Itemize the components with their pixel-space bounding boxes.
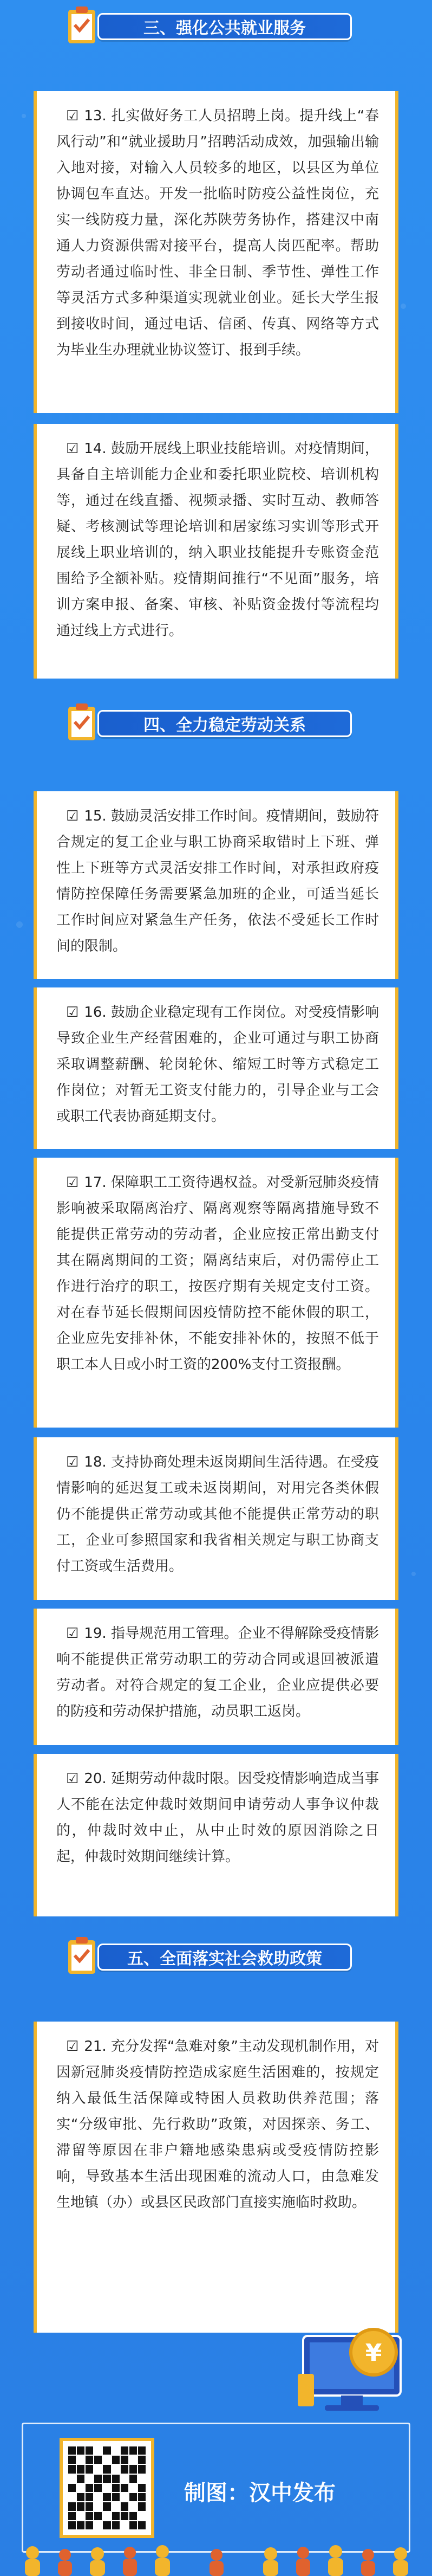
checkbox-icon: ☑ — [66, 1454, 79, 1470]
item-text: 14. 鼓励开展线上职业技能培训。对疫情期间，具备自主培训能力企业和委托职业院校、培训机构等，通过在线直播、视频录播、实时互动、教师答疑、考核测试等理论培训和居家练习实训等形式开展线上职业培训的，纳入职业技能提升专账资金范围给予全额补贴。疫情期间推行“不见面”服务，培训方案申报、备案、审核、补贴资金拨付等流程均通过线上方式进行。 — [56, 441, 379, 639]
sparkle-decoration — [16, 921, 23, 928]
sparkle-decoration — [401, 304, 406, 309]
policy-item-15 — [34, 791, 398, 979]
item-text: 13. 扎实做好务工人员招聘上岗。提升线上“春风行动”和“就业援助月”招聘活动成效，加强输出输入地对接，对输入人员较多的地区，以县区为单位协调包车直达。开发一批临时防疫公益性岗位，充实一线防疫力量，深化苏陕劳务协作，搭建汉中南通人力资源供需对接平台，提高人岗匹配率。帮助劳动者通过临时性、非全日制、季节性、弹性工作等灵活方式多种渠道实现就业创业。延长大学生报到接收时间，通过电话、信函、传真、网络等方式为毕业生办理就业协议签订、报到手续。 — [56, 108, 379, 358]
checkbox-icon: ☑ — [66, 808, 79, 824]
policy-item-20 — [34, 1754, 398, 1916]
section-header-3 — [65, 5, 368, 46]
clipboard-icon — [65, 1936, 99, 1976]
policy-item-13 — [34, 91, 398, 413]
policy-item-21 — [34, 2022, 398, 2333]
section-title: 五、全面落实社会救助政策 — [97, 1944, 352, 1971]
credit-text: 制图：汉中发布 — [184, 2481, 336, 2506]
policy-item-19 — [34, 1609, 398, 1745]
sparkle-decoration — [411, 1572, 416, 1576]
qr-code[interactable] — [60, 2438, 154, 2538]
item-text: 20. 延期劳动仲裁时限。因受疫情影响造成当事人不能在法定仲裁时效期间申请劳动人事争议仲裁的，仲裁时效中止，从中止时效的原因消除之日起，仲裁时效期间继续计算。 — [56, 1771, 379, 1865]
sparkle-decoration — [22, 114, 26, 118]
section-header-4 — [65, 702, 368, 743]
item-text: 21. 充分发挥“急难对象”主动发现机制作用，对因新冠肺炎疫情防控造成家庭生活困难的，按规定纳入最低生活保障或特困人员救助供养范围；落实“分级审批、先行救助”政策，对因探亲、务工、滞留等原因在非户籍地感染患病或受疫情防控影响，导致基本生活出现困难的流动人口，由急难发生地镇（办）或县区民政部门直接实施临时救助。 — [56, 2038, 379, 2211]
clipboard-icon — [65, 702, 99, 743]
checkbox-icon: ☑ — [66, 441, 79, 457]
policy-item-14 — [34, 424, 398, 679]
section-title: 四、全力稳定劳动关系 — [97, 710, 352, 737]
item-text: 18. 支持协商处理未返岗期间生活待遇。在受疫情影响的延迟复工或未返岗期间，对用完各类休假仍不能提供正常劳动或其他不能提供正常劳动的职工，企业可参照国家和我省相关规定与职工协商支付工资或生活费用。 — [56, 1454, 379, 1574]
checkbox-icon: ☑ — [66, 2038, 79, 2055]
svg-text:¥: ¥ — [365, 2339, 382, 2367]
clipboard-icon — [65, 5, 99, 46]
checkbox-icon: ☑ — [66, 1174, 79, 1191]
policy-item-18 — [34, 1437, 398, 1600]
section-header-5 — [65, 1936, 368, 1976]
policy-item-17 — [34, 1158, 398, 1428]
item-text: 17. 保障职工工资待遇权益。对受新冠肺炎疫情影响被采取隔离治疗、隔离观察等隔离措施导致不能提供正常劳动的劳动者，企业应按正常出勤支付其在隔离期间的工资；隔离结束后，对仍需停止工作进行治疗的职工，按医疗期有关规定支付工资。对在春节延长假期间因疫情防控不能休假的职工，企业应先安排补休，不能安排补休的，按照不低于职工本人日或小时工资的200%支付工资报酬。 — [56, 1174, 379, 1373]
item-text: 19. 指导规范用工管理。企业不得解除受疫情影响不能提供正常劳动职工的劳动合同或退回被派遣劳动者。对符合规定的复工企业，企业应提供必要的防疫和劳动保护措施，动员职工返岗。 — [56, 1625, 379, 1720]
checkbox-icon: ☑ — [66, 1771, 79, 1787]
policy-item-16 — [34, 987, 398, 1149]
finance-illustration — [292, 2314, 422, 2423]
crowd-illustration — [0, 2542, 432, 2576]
item-text: 16. 鼓励企业稳定现有工作岗位。对受疫情影响导致企业生产经营困难的，企业可通过与职工协商采取调整薪酬、轮岗轮休、缩短工时等方式稳定工作岗位；对暂无工资支付能力的，引导企业与工会或职工代表协商延期支付。 — [56, 1004, 379, 1125]
item-text: 15. 鼓励灵活安排工作时间。疫情期间，鼓励符合规定的复工企业与职工协商采取错时上下班、弹性上下班等方式灵活安排工作时间，对承担政府疫情防控保障任务需要紧急加班的企业，可适当延长工作时间应对紧急生产任务，依法不受延长工作时间的限制。 — [56, 808, 379, 954]
checkbox-icon: ☑ — [66, 1004, 79, 1021]
checkbox-icon: ☑ — [66, 1625, 79, 1642]
checkbox-icon: ☑ — [66, 108, 79, 124]
section-title: 三、强化公共就业服务 — [97, 13, 352, 40]
